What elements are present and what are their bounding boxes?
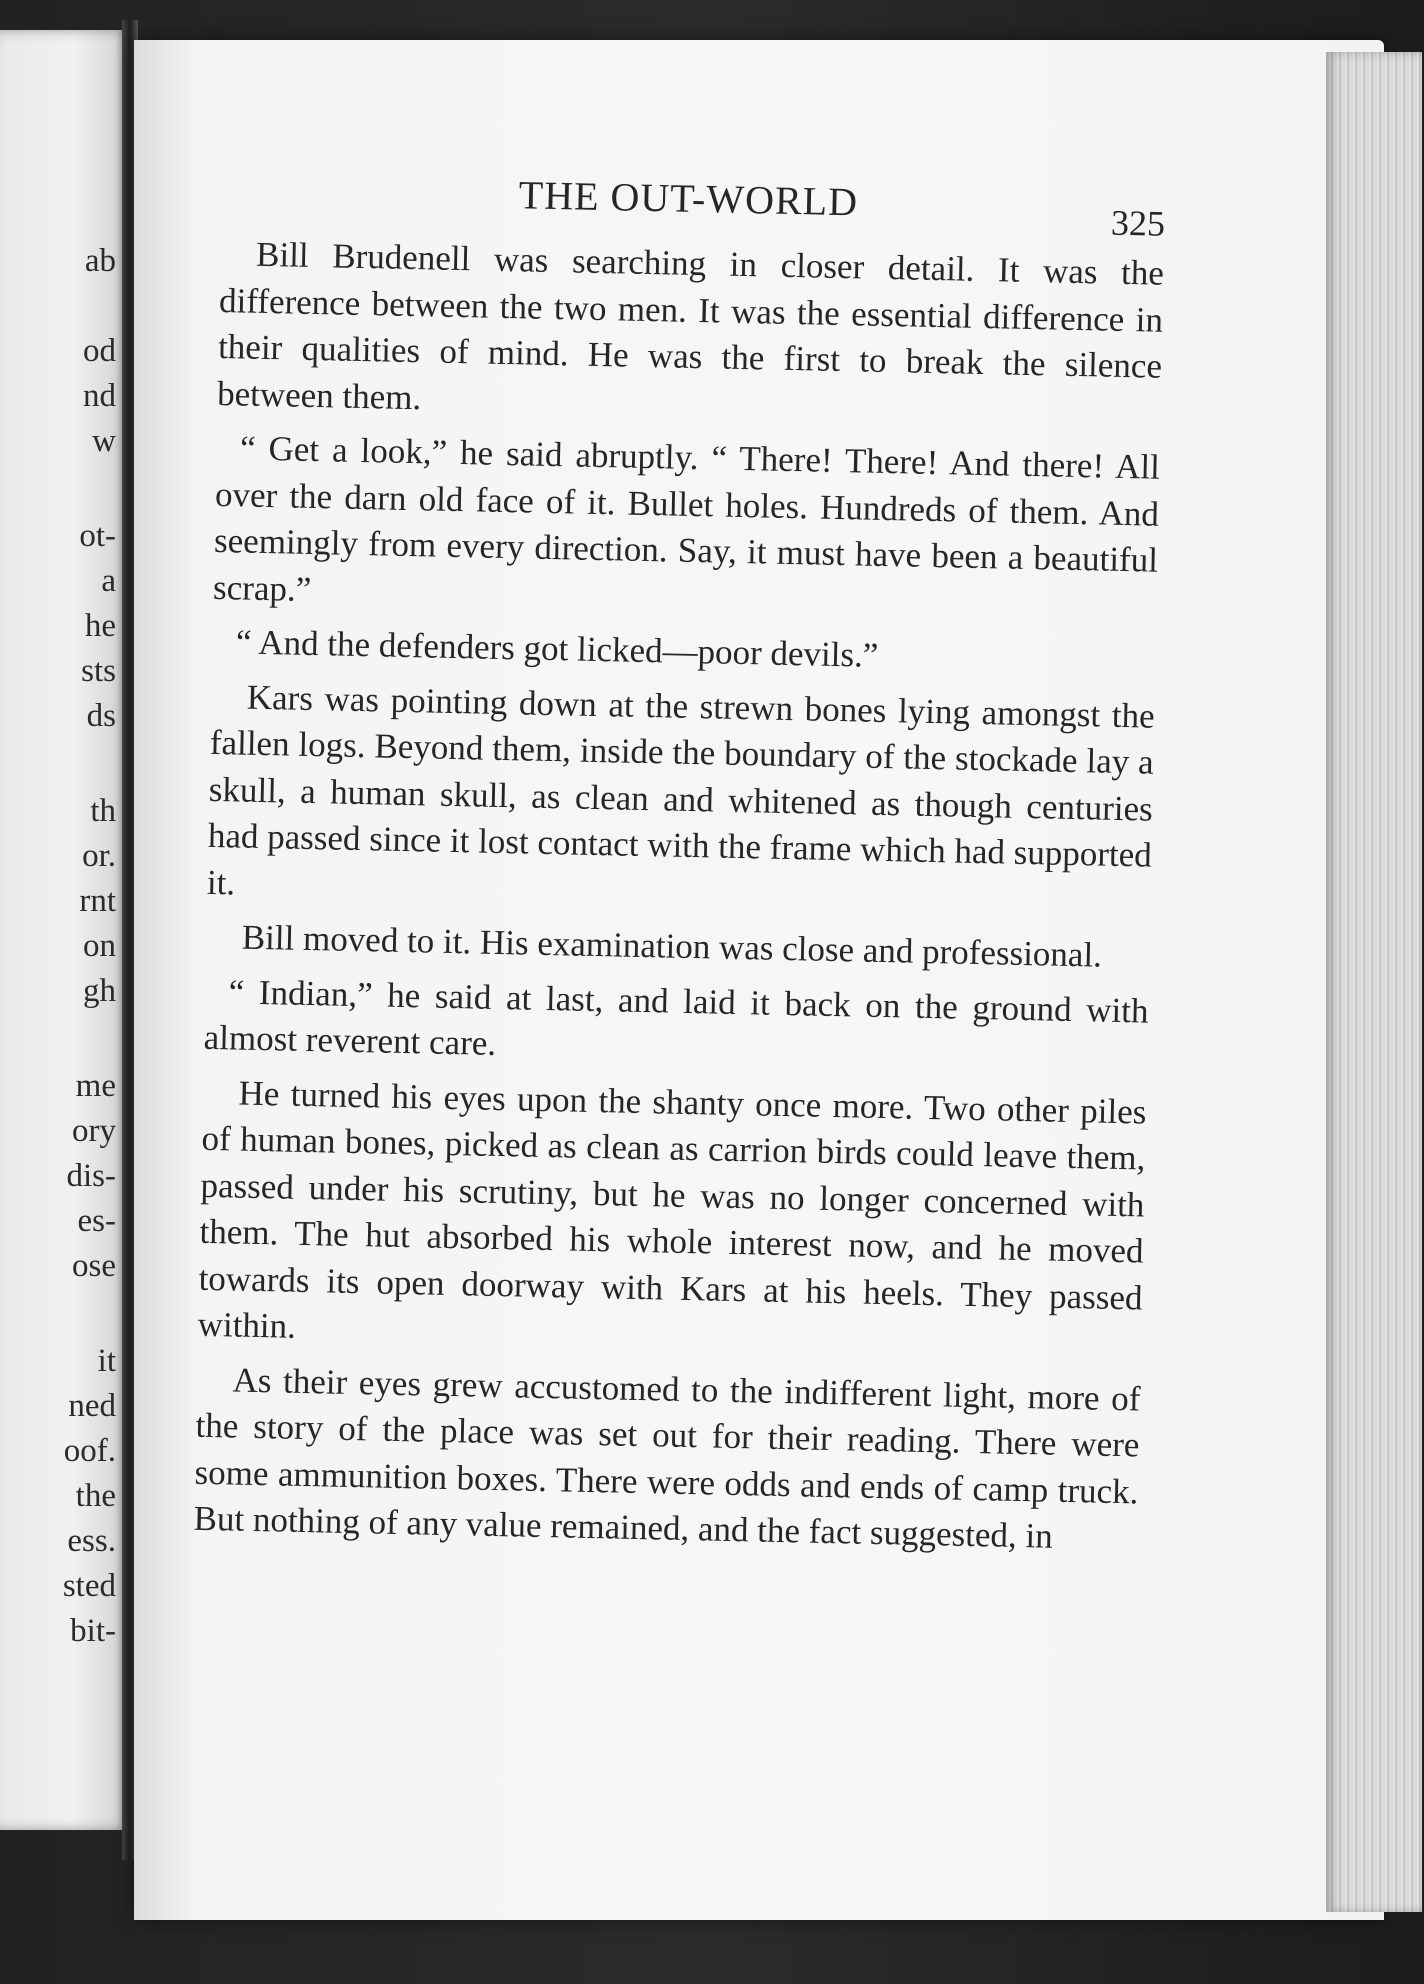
left-page-fragment: gh	[83, 973, 116, 1009]
left-page-fragment: on	[83, 928, 116, 964]
left-page-fragment: rnt	[79, 883, 116, 919]
left-page	[0, 30, 132, 1830]
left-page-fragment: ned	[68, 1388, 116, 1424]
left-page-fragment: ab	[84, 243, 116, 279]
page-number: 325	[1110, 202, 1166, 244]
left-page-fragment: w	[92, 423, 116, 459]
left-page-fragment: sts	[81, 653, 116, 689]
left-page-fragment: it	[97, 1343, 116, 1379]
left-page-fragment: nd	[83, 378, 116, 414]
left-page-fragment: es-	[77, 1203, 116, 1239]
left-page-fragment: od	[83, 333, 116, 369]
paragraph: “ And the defenders got licked—poor devils.”	[235, 622, 879, 675]
page-edges	[1326, 52, 1422, 1912]
left-page-fragment: he	[84, 608, 116, 644]
left-page-fragment: the	[75, 1478, 116, 1514]
left-page-fragment: a	[101, 563, 116, 599]
left-page-fragment: ess.	[67, 1523, 116, 1559]
left-page-fragment: me	[75, 1068, 116, 1104]
paragraph: As their eyes grew accustomed to the indifferent light, more of the story of the place was set out for their reading. There were some ammunition boxes. There were odds and ends of camp truck. But nothing of any value remained, and the fact suggested, in	[193, 1359, 1141, 1556]
left-page-fragment: bit-	[70, 1613, 116, 1649]
page-content	[193, 165, 1166, 1570]
left-page-fragment: ds	[86, 698, 116, 734]
left-page-fragment: sted	[62, 1568, 116, 1604]
left-page-fragment: th	[90, 793, 116, 829]
left-page-fragment: oof.	[63, 1433, 116, 1469]
left-page-fragment: ory	[72, 1113, 116, 1149]
body-text	[193, 231, 1164, 1562]
left-page-fragment: or.	[82, 838, 116, 874]
paragraph: “ Indian,” he said at last, and laid it back on the ground with almost reverent care.	[203, 971, 1149, 1063]
paragraph: “ Get a look,” he said abruptly. “ There! There! And there! All over the darn old face of it. Bullet holes. Hundreds of them. And seemingly from every direction. Say, it must have been a beautiful scrap.”	[212, 428, 1161, 609]
running-title: THE OUT-WORLD	[518, 172, 859, 225]
paragraph: Bill moved to it. His examination was close and professional.	[241, 917, 1103, 975]
paragraph: Kars was pointing down at the strewn bones lying amongst the fallen logs. Beyond them, inside the boundary of the stockade lay a skull, a human skull, as clean and whitened as though centuries had passed since it lost contact with the frame which had supported it.	[206, 677, 1156, 902]
paragraph: Bill Brudenell was searching in closer detail. It was the difference between the two men. It was the essential difference in their qualities of mind. He was the first to break the silence between them.	[216, 234, 1165, 417]
paragraph: He turned his eyes upon the shanty once more. Two other piles of human bones, picked as clean as carrion birds could leave them, passed under his scrutiny, but he was no longer concerned with them. The hut absorbed his whole interest now, and he moved towards its open doorway with Kars at his heels. They passed within.	[197, 1073, 1147, 1346]
left-page-fragment: ot-	[79, 518, 116, 554]
left-page-fragment: dis-	[66, 1158, 116, 1194]
left-page-fragment: ose	[72, 1248, 116, 1284]
